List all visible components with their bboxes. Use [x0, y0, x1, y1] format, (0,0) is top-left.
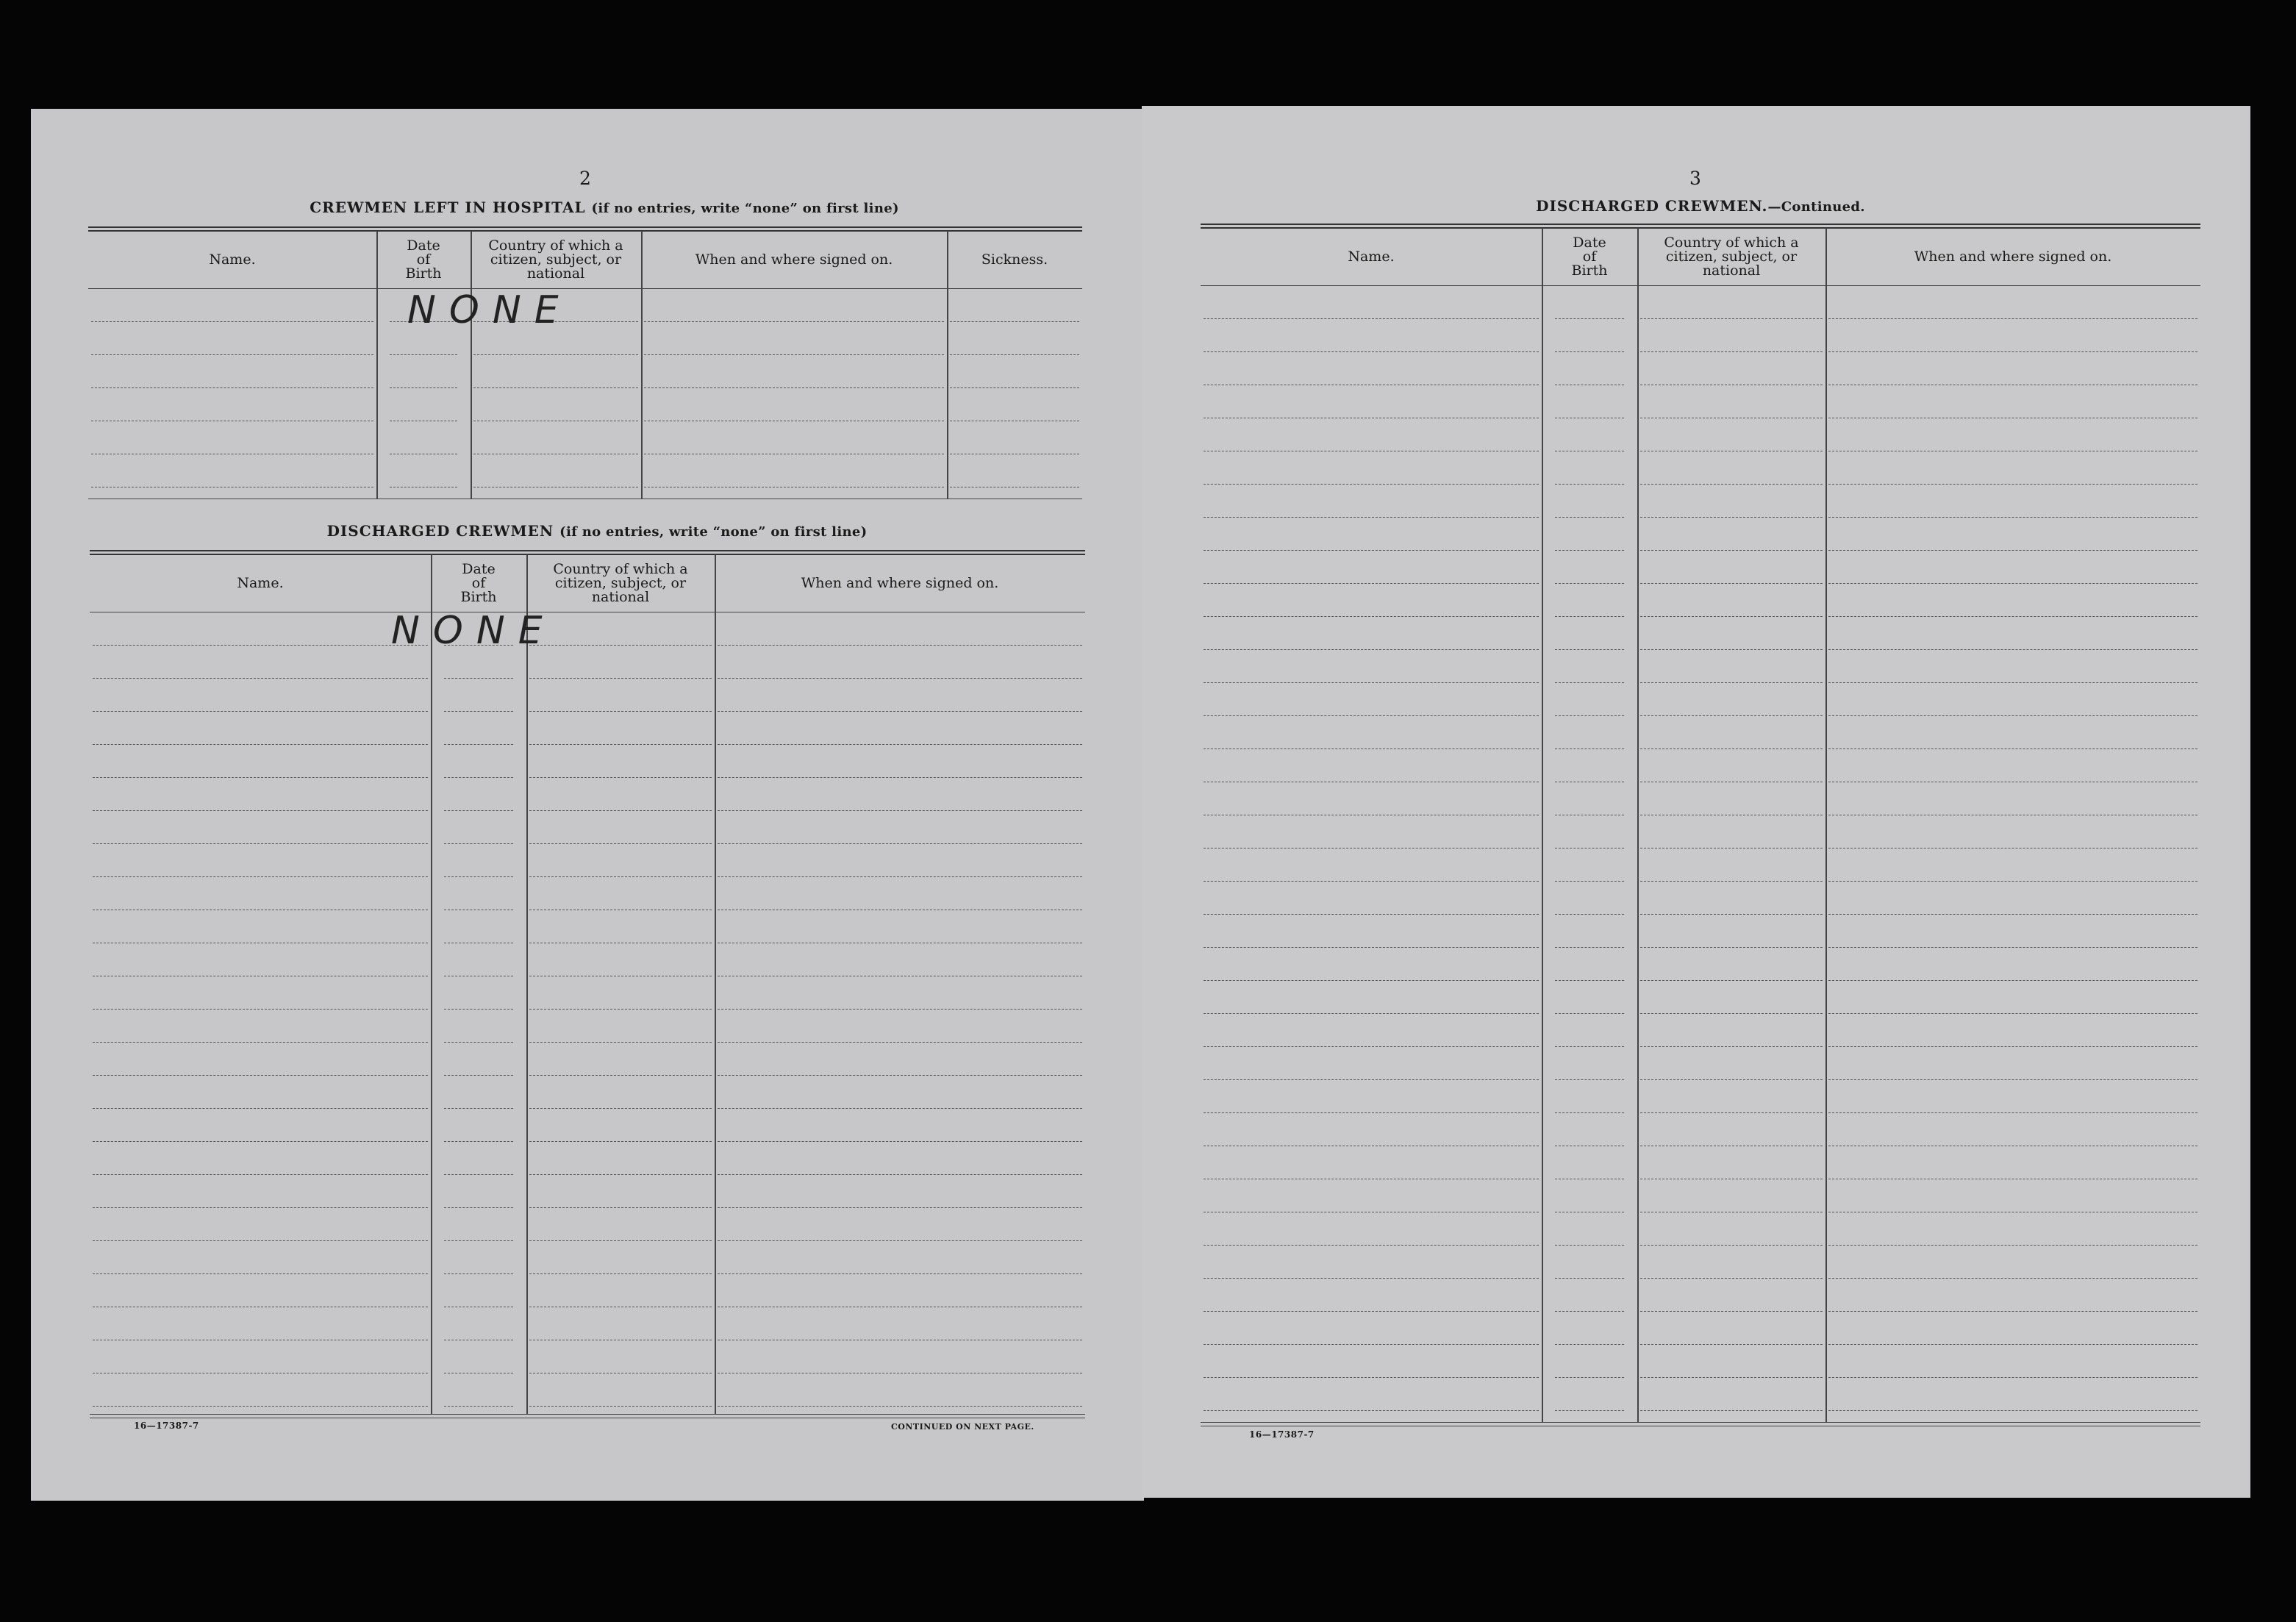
column-header-line: citizen, subject, or [1665, 248, 1798, 265]
column-header [376, 239, 471, 281]
hospital-instruction: (if no entries, write “none” on first line) [591, 201, 899, 216]
entry-line [718, 1174, 1082, 1175]
column-header-line: Birth [405, 265, 442, 282]
entry-line [1828, 351, 2197, 352]
entry-line [444, 1207, 513, 1208]
column-header-line: Name. [1348, 248, 1395, 265]
right-title-suffix: —Continued. [1767, 199, 1865, 215]
entry-line [444, 744, 513, 745]
entry-line [444, 1042, 513, 1043]
entry-line [93, 1273, 428, 1274]
entry-line [1828, 318, 2197, 319]
column-header-line: national [591, 588, 650, 605]
entry-line [1555, 914, 1624, 915]
entry-line [444, 711, 513, 712]
entry-line [1640, 1013, 1823, 1014]
entry-line [444, 1406, 513, 1407]
entry-line [644, 354, 944, 355]
entry-line [1828, 947, 2197, 948]
entry-line [444, 1108, 513, 1109]
entry-line [529, 1273, 712, 1274]
entry-line [93, 876, 428, 877]
column-header [641, 253, 947, 267]
column-header [471, 239, 641, 281]
handwritten-none: NONE [407, 288, 572, 332]
entry-line [644, 321, 944, 322]
column-divider [526, 554, 528, 1414]
entry-line [93, 678, 428, 679]
entry-line [1640, 1046, 1823, 1047]
entry-line [529, 711, 712, 712]
entry-line [444, 777, 513, 778]
entry-line [93, 1406, 428, 1407]
entry-line [1640, 1410, 1823, 1411]
column-header [431, 562, 526, 604]
column-header [90, 576, 431, 590]
column-header-line: national [1702, 262, 1761, 279]
entry-line [93, 744, 428, 745]
entry-line [473, 354, 638, 355]
entry-line [1204, 484, 1539, 485]
header-rule [88, 288, 1082, 289]
entry-line [444, 1174, 513, 1175]
entry-line [529, 876, 712, 877]
entry-line [1828, 583, 2197, 584]
entry-line [1204, 881, 1539, 882]
column-header-line: Country of which a [488, 237, 623, 254]
entry-line [1640, 682, 1823, 683]
column-header-line: Country of which a [553, 560, 688, 577]
hospital-section-title [281, 199, 928, 216]
entry-line [1828, 517, 2197, 518]
page-number: 2 [579, 168, 591, 189]
entry-line [1828, 616, 2197, 617]
entry-line [529, 1075, 712, 1076]
entry-line [444, 876, 513, 877]
form-number: 16—17387-7 [1249, 1429, 1315, 1440]
column-header [715, 576, 1085, 590]
column-divider [1825, 228, 1827, 1422]
entry-line [718, 777, 1082, 778]
column-divider [1542, 228, 1543, 1422]
entry-line [1640, 318, 1823, 319]
entry-line [950, 321, 1079, 322]
entry-line [1204, 1311, 1539, 1312]
entry-line [390, 387, 457, 388]
column-header [526, 562, 715, 604]
entry-line [718, 1141, 1082, 1142]
entry-line [1828, 881, 2197, 882]
entry-line [1828, 1013, 2197, 1014]
column-header-line: When and where signed on. [1914, 248, 2112, 265]
column-header-line: When and where signed on. [801, 574, 999, 591]
entry-line [1204, 1112, 1539, 1113]
column-header [1201, 250, 1542, 264]
header-rule [1201, 285, 2200, 286]
entry-line [444, 1009, 513, 1010]
entry-line [1640, 351, 1823, 352]
entry-line [1640, 914, 1823, 915]
entry-line [1555, 715, 1624, 716]
entry-line [529, 1240, 712, 1241]
entry-line [718, 1108, 1082, 1109]
entry-line [1204, 1278, 1539, 1279]
column-header [947, 253, 1082, 267]
entry-line [1555, 1013, 1624, 1014]
entry-line [718, 645, 1082, 646]
entry-line [444, 1240, 513, 1241]
column-divider [431, 554, 432, 1414]
entry-line [1828, 1112, 2197, 1113]
entry-line [529, 1141, 712, 1142]
entry-line [1204, 1410, 1539, 1411]
entry-line [1204, 583, 1539, 584]
entry-line [444, 1141, 513, 1142]
column-header [1825, 250, 2200, 264]
entry-line [1555, 484, 1624, 485]
entry-line [718, 1273, 1082, 1274]
entry-line [1555, 682, 1624, 683]
entry-line [1204, 1377, 1539, 1378]
entry-line [529, 678, 712, 679]
column-header-line: Birth [460, 588, 497, 605]
column-header-line: citizen, subject, or [490, 251, 622, 268]
entry-line [444, 678, 513, 679]
entry-line [718, 1240, 1082, 1241]
entry-line [1640, 881, 1823, 882]
hospital-title-text: CREWMEN LEFT IN HOSPITAL [310, 199, 586, 216]
entry-line [93, 645, 428, 646]
entry-line [1640, 1344, 1823, 1345]
entry-line [1640, 1079, 1823, 1080]
entry-line [1640, 616, 1823, 617]
column-divider [1637, 228, 1639, 1422]
entry-line [1204, 1245, 1539, 1246]
entry-line [390, 354, 457, 355]
entry-line [444, 1075, 513, 1076]
table-bottom-rule [90, 1414, 1085, 1415]
entry-line [1640, 1245, 1823, 1246]
entry-line [93, 1075, 428, 1076]
entry-line [1204, 1079, 1539, 1080]
entry-line [1555, 616, 1624, 617]
column-header-line: Birth [1571, 262, 1608, 279]
entry-line [529, 810, 712, 811]
entry-line [93, 1141, 428, 1142]
entry-line [529, 1108, 712, 1109]
entry-line [1204, 550, 1539, 551]
entry-line [1204, 980, 1539, 981]
entry-line [950, 354, 1079, 355]
entry-line [1828, 484, 2197, 485]
entry-line [1640, 715, 1823, 716]
entry-line [529, 1174, 712, 1175]
entry-line [1828, 682, 2197, 683]
entry-line [1204, 1013, 1539, 1014]
entry-line [718, 1075, 1082, 1076]
entry-line [950, 387, 1079, 388]
entry-line [473, 387, 638, 388]
handwritten-none: NONE [391, 609, 556, 653]
column-header [88, 253, 376, 267]
column-divider [641, 231, 643, 499]
entry-line [93, 1009, 428, 1010]
entry-line [1640, 517, 1823, 518]
column-header-line: citizen, subject, or [554, 574, 687, 591]
entry-line [1828, 1245, 2197, 1246]
entry-line [1640, 1278, 1823, 1279]
entry-line [718, 1406, 1082, 1407]
entry-line [529, 777, 712, 778]
table-top-rule [1201, 227, 2200, 229]
entry-line [718, 711, 1082, 712]
form-number: 16—17387-7 [134, 1421, 199, 1431]
entry-line [93, 1207, 428, 1208]
entry-line [529, 1009, 712, 1010]
right-section-title [1421, 197, 1980, 215]
right-page [1142, 106, 2250, 1498]
entry-line [1555, 1046, 1624, 1047]
right-title-text: DISCHARGED CREWMEN. [1536, 197, 1768, 215]
entry-line [1828, 1278, 2197, 1279]
entry-line [1828, 1410, 2197, 1411]
entry-line [1828, 649, 2197, 650]
entry-line [1828, 1311, 2197, 1312]
entry-line [718, 678, 1082, 679]
entry-line [1204, 715, 1539, 716]
entry-line [93, 843, 428, 844]
entry-line [718, 1207, 1082, 1208]
entry-line [93, 1174, 428, 1175]
entry-line [1204, 649, 1539, 650]
entry-line [91, 321, 373, 322]
table-bottom-rule [1201, 1422, 2200, 1423]
table-top-rule [1201, 224, 2200, 225]
entry-line [529, 1042, 712, 1043]
column-divider [947, 231, 948, 499]
entry-line [1204, 517, 1539, 518]
entry-line [1555, 1278, 1624, 1279]
entry-line [644, 387, 944, 388]
entry-line [1555, 1377, 1624, 1378]
entry-line [1555, 517, 1624, 518]
entry-line [1555, 1311, 1624, 1312]
entry-line [1828, 715, 2197, 716]
entry-line [718, 843, 1082, 844]
entry-line [1204, 914, 1539, 915]
entry-line [1555, 318, 1624, 319]
column-header-line: of [471, 574, 486, 591]
entry-line [1555, 980, 1624, 981]
entry-line [1555, 1410, 1624, 1411]
entry-line [1828, 550, 2197, 551]
column-header-line: When and where signed on. [695, 251, 893, 268]
entry-line [93, 1108, 428, 1109]
entry-line [1828, 914, 2197, 915]
discharged-instruction: (if no entries, write “none” on first line) [559, 524, 868, 540]
entry-line [1640, 484, 1823, 485]
entry-line [718, 744, 1082, 745]
entry-line [93, 777, 428, 778]
entry-line [718, 1009, 1082, 1010]
entry-line [1640, 649, 1823, 650]
entry-line [91, 387, 373, 388]
entry-line [529, 1406, 712, 1407]
entry-line [1828, 980, 2197, 981]
entry-line [1640, 1377, 1823, 1378]
entry-line [1555, 1245, 1624, 1246]
entry-line [1640, 550, 1823, 551]
entry-line [718, 810, 1082, 811]
entry-line [1204, 1344, 1539, 1345]
discharged-title-text: DISCHARGED CREWMEN [326, 522, 554, 540]
table-top-rule [90, 550, 1085, 551]
entry-line [529, 744, 712, 745]
column-header [1637, 236, 1825, 278]
entry-line [1640, 1311, 1823, 1312]
entry-line [718, 876, 1082, 877]
entry-line [1204, 947, 1539, 948]
entry-line [1828, 1377, 2197, 1378]
entry-line [1555, 1344, 1624, 1345]
column-header-line: national [526, 265, 585, 282]
entry-line [1555, 947, 1624, 948]
entry-line [1828, 1079, 2197, 1080]
entry-line [1204, 616, 1539, 617]
entry-line [1828, 1046, 2197, 1047]
column-header [1542, 236, 1637, 278]
entry-line [1204, 682, 1539, 683]
entry-line [1555, 351, 1624, 352]
entry-line [1555, 649, 1624, 650]
page-number: 3 [1689, 168, 1701, 189]
entry-line [1640, 583, 1823, 584]
entry-line [444, 810, 513, 811]
column-header-line: of [416, 251, 431, 268]
entry-line [93, 1240, 428, 1241]
entry-line [718, 1042, 1082, 1043]
table-top-rule [88, 230, 1082, 232]
continued-note: CONTINUED ON NEXT PAGE. [891, 1422, 1034, 1432]
column-header-line: Name. [237, 574, 284, 591]
entry-line [1555, 583, 1624, 584]
column-header-line: Name. [209, 251, 256, 268]
entry-line [1555, 1079, 1624, 1080]
table-top-rule [90, 554, 1085, 555]
column-header-line: Date [462, 560, 496, 577]
column-header-line: Date [1573, 234, 1606, 251]
entry-line [529, 645, 712, 646]
column-header-line: Sickness. [981, 251, 1048, 268]
column-divider [715, 554, 716, 1414]
left-page [31, 109, 1144, 1501]
entry-line [529, 843, 712, 844]
table-top-rule [88, 226, 1082, 228]
entry-line [1204, 351, 1539, 352]
entry-line [1555, 550, 1624, 551]
column-header-line: of [1582, 248, 1597, 265]
entry-line [91, 354, 373, 355]
entry-line [444, 1273, 513, 1274]
entry-line [1555, 1112, 1624, 1113]
entry-line [1640, 980, 1823, 981]
entry-line [1204, 1046, 1539, 1047]
entry-line [1640, 947, 1823, 948]
entry-line [1828, 1344, 2197, 1345]
entry-line [1640, 1112, 1823, 1113]
column-header-line: Date [407, 237, 440, 254]
entry-line [93, 1042, 428, 1043]
discharged-section-title [281, 522, 913, 540]
entry-line [93, 711, 428, 712]
entry-line [1555, 881, 1624, 882]
column-header-line: Country of which a [1664, 234, 1799, 251]
entry-line [444, 843, 513, 844]
entry-line [529, 1207, 712, 1208]
entry-line [1204, 318, 1539, 319]
entry-line [93, 810, 428, 811]
